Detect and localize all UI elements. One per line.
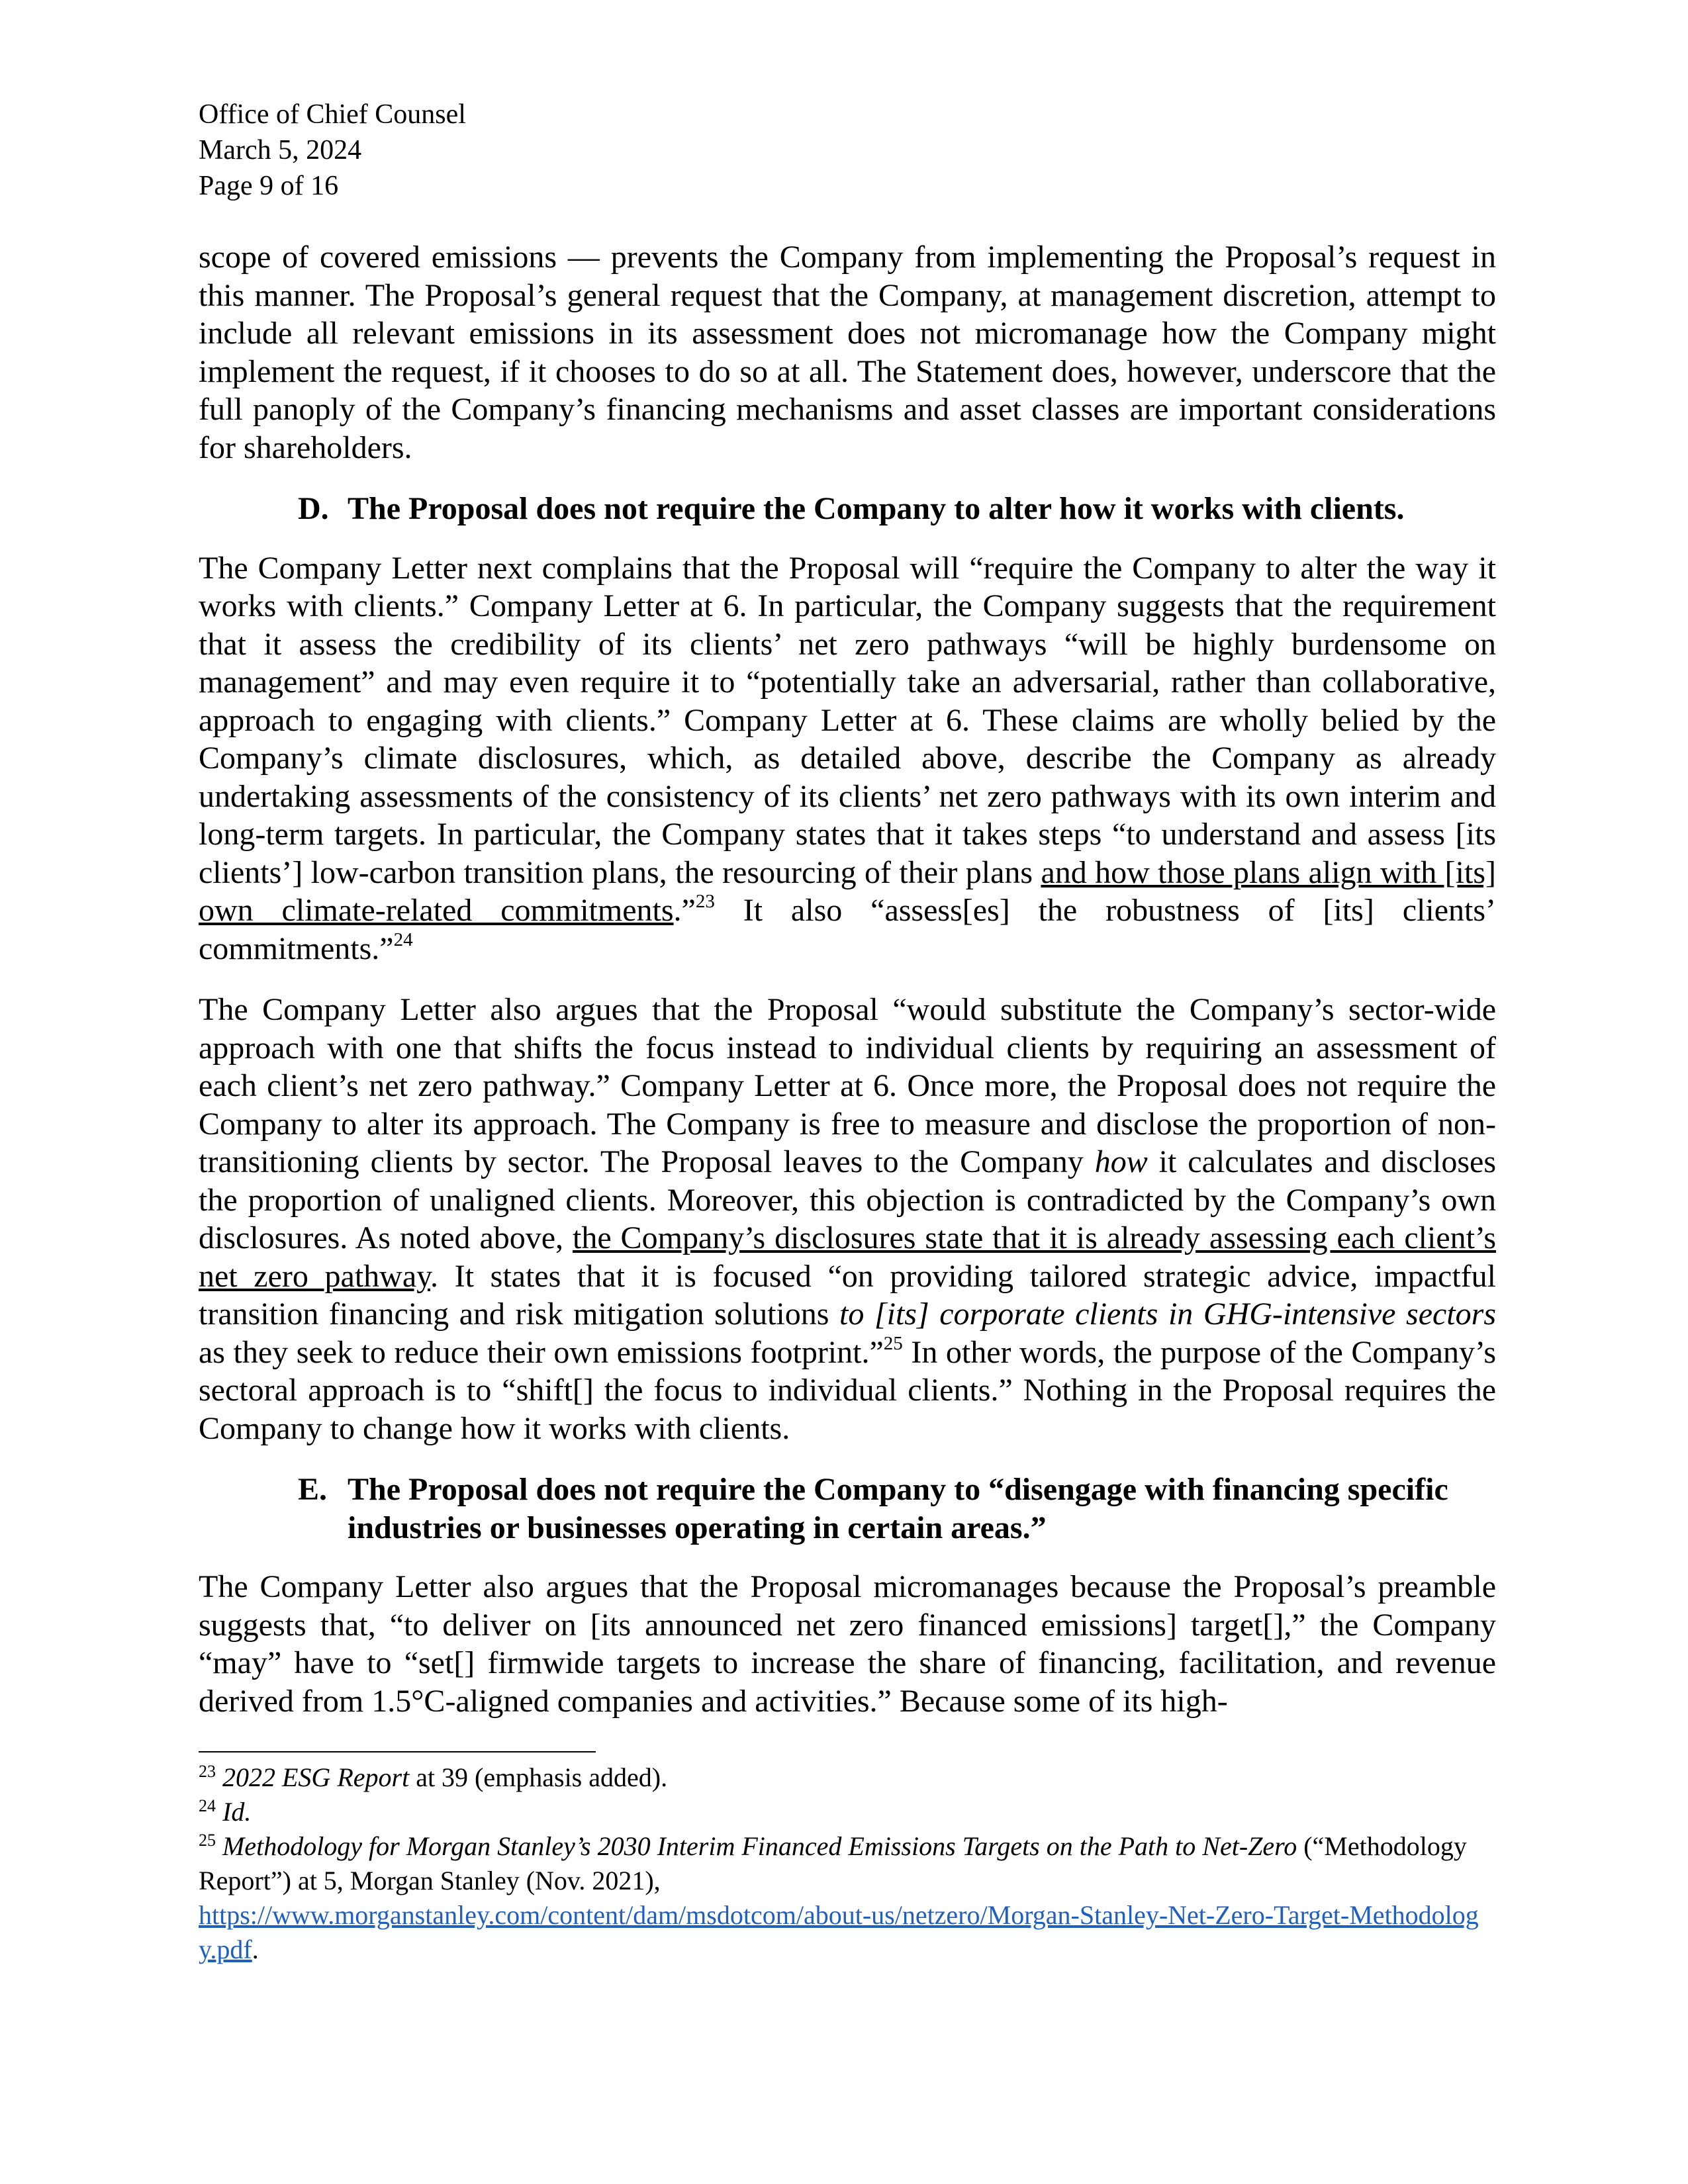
- footnote-citation-title: Methodology for Morgan Stanley’s 2030 Interim Financed Emissions Targets on the Path to Net-Zero: [222, 1831, 1297, 1861]
- letter-body: [199, 238, 1496, 1743]
- paragraph-continued: scope of covered emissions — prevents the Company from implementing the Proposal’s request in this manner. The Proposal’s general request that the Company, at management discretion, attempt to include all relevant emissions in its assessment does not micromanage how the Company might implement the request, if it chooses to do so at all. The Statement does, however, underscore that the full panoply of the Company’s financing mechanisms and asset classes are important considerations for shareholders.: [199, 240, 1496, 465]
- footnotes: [199, 1760, 1496, 1967]
- footnote-ref-25[interactable]: 25: [883, 1332, 903, 1354]
- footnote-text: at 39 (emphasis added).: [409, 1762, 668, 1792]
- paragraph-client-assessment: [199, 549, 1496, 968]
- section-title-d: The Proposal does not require the Company to alter how it works with clients.: [348, 491, 1405, 526]
- underlined-quote: and how those plans align with [its] own climate-related commitments: [199, 854, 1496, 928]
- methodology-report-link[interactable]: https://www.morganstanley.com/content/dam/msdotcom/about-us/netzero/Morgan-Stanley-Net-Zero-Target-Methodology.pdf: [199, 1900, 1479, 1964]
- footnote-number: 24: [199, 1796, 216, 1815]
- footnote-number: 25: [199, 1831, 216, 1850]
- underlined-emphasis: the Company’s disclosures state that it is already assessing each client’s net zero pathway: [199, 1220, 1497, 1294]
- header-date: March 5, 2024: [199, 135, 362, 165]
- footnote-23: [199, 1760, 1496, 1795]
- footnote-separator: [199, 1751, 596, 1752]
- text-run: The Company Letter next complains that the Proposal will “require the Company to alter the way it works with clients.” Company Letter at 6. In particular, the Company suggests that the requirement that it assess the credibility of its clients’ net zero pathways “will be highly burdensome on management” and may even require it to “potentially take an adversarial, rather than collaborative, approach to engaging with clients.” Company Letter at 6. These claims are wholly belied by the Company’s climate disclosures, which, as detailed above, describe the Company as already undertaking assessments of the consistency of its clients’ net zero pathways with its own interim and long-term targets. In particular, the Company states that it takes steps “to understand and assess [its clients’] low-carbon transition plans, the resourcing of their plans: [199, 550, 1496, 890]
- footnote-ref-23[interactable]: 23: [695, 891, 715, 912]
- text-run: as they seek to reduce their own emissions footprint.”: [199, 1334, 884, 1370]
- text-run: .”: [673, 893, 696, 928]
- header-page-number: Page 9 of 16: [199, 171, 339, 201]
- italic-quote: to [its] corporate clients in GHG-intensive sectors: [839, 1297, 1497, 1332]
- text-run: The Company Letter also argues that the Proposal “would substitute the Company’s sector-wide approach with one that shifts the focus instead to individual clients by requiring an assessment of each client’s net zero pathway.” Company Letter at 6. Once more, the Proposal does not require the Company to alter its approach. The Company is free to measure and disclose the proportion of non-transitioning clients by sector. The Proposal leaves to the Company: [199, 992, 1496, 1179]
- text-run: it calculates and discloses the proportion of unaligned clients. Moreover, this objection is contradicted by the Company’s own disclosures. As noted above,: [199, 1144, 1496, 1255]
- footnote-text: (“Methodology Report”) at 5, Morgan Stanley (Nov. 2021),: [199, 1831, 1467, 1895]
- section-letter-e: E.: [298, 1472, 328, 1507]
- italic-emphasis: how: [1094, 1144, 1148, 1179]
- footnote-24: [199, 1795, 1496, 1829]
- footnote-number: 23: [199, 1762, 216, 1781]
- section-title-e: The Proposal does not require the Company to “disengage with financing specific industries or businesses operating in certain areas.”: [348, 1472, 1448, 1545]
- footnote-citation-title: Id.: [222, 1797, 252, 1827]
- footnote-text: .: [252, 1934, 259, 1964]
- text-run: . It states that it is focused “on providing tailored strategic advice, impactful transition financing and risk mitigation solutions: [199, 1258, 1497, 1332]
- text-run: In other words, the purpose of the Company’s sectoral approach is to “shift[] the focus to individual clients.” Nothing in the Proposal requires the Company to change how it works with clients.: [199, 1334, 1496, 1446]
- section-letter-d: D.: [298, 491, 329, 526]
- header-office: Office of Chief Counsel: [199, 99, 466, 130]
- paragraph-micromanage: The Company Letter also argues that the Proposal micromanages because the Proposal’s preamble suggests that, “to deliver on [its announced net zero financed emissions] target[],” the Company “may” have to “set[] firmwide targets to increase the share of financing, facilitation, and revenue derived from 1.5°C-aligned companies and activities.” Because some of its high-: [199, 1569, 1496, 1719]
- footnote-citation-title: 2022 ESG Report: [222, 1762, 410, 1792]
- text-run: It also “assess[es] the robustness of [its] clients’ commitments.”: [199, 893, 1497, 966]
- letter-header: [199, 97, 1496, 204]
- section-heading-d: [199, 490, 1496, 528]
- footnote-ref-24[interactable]: 24: [393, 929, 413, 950]
- footnote-25: [199, 1829, 1496, 1967]
- section-heading-e: [199, 1471, 1496, 1547]
- paragraph-sector-approach: [199, 991, 1496, 1447]
